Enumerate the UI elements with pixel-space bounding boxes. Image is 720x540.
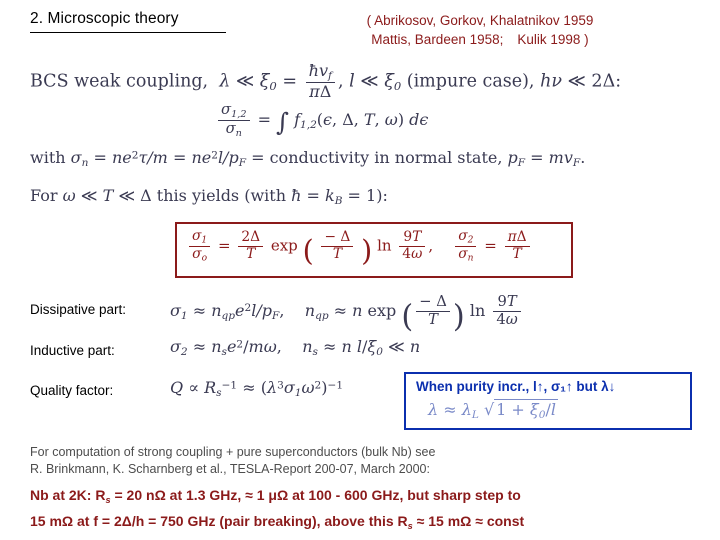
boxed-formula-content: $\frac{\sigma_1}{\sigma_o}$ = $\frac{2\Delta}{T}$ exp ( $\frac{- \Delta}{T}$ ) ln $\frac{9T}{4\omega}$ , $\frac{\sigma_2}{\sigma_n}$ = $\frac{\pi\Delta}{T}$ [186, 229, 533, 268]
footer-red-line-1-b: = 20 nΩ at 1.3 GHz, ≈ 1 μΩ at 100 - 600 GHz, but sharp step to [110, 487, 521, 503]
inductive-part-label: Inductive part: [30, 343, 115, 358]
footer-grey-line-2: R. Brinkmann, K. Scharnberg et al., TESLA-Report 200-07, March 2000: [30, 461, 430, 476]
reference-line-2a: Mattis, Bardeen 1958; [371, 32, 504, 47]
footer-red-line-1 [30, 485, 524, 511]
footer-red-line-2-sub: s [407, 520, 413, 531]
quality-factor-formula: $Q \propto R_s^{-1} \approx (\lambda^3\sigma_1\omega^2)^{-1}$ [170, 378, 344, 400]
purity-remark-formula: $\lambda \approx \lambda_L$ √ $1 + \xi_0/l$ [428, 400, 556, 422]
footer-red-line-1-a: Nb at 2K: R [30, 487, 106, 503]
reference-citation [310, 11, 650, 49]
limit-condition-line: For ω ≪ T ≪ Δ this yields (with ħ = $k_B = 1$): [30, 186, 388, 208]
purity-remark-box [404, 372, 692, 430]
reference-line-2b: Kulik 1998 ) [517, 32, 589, 47]
reference-line-2 [310, 30, 650, 49]
footer-red-line-2 [30, 511, 524, 537]
page-title: 2. Microscopic theory [30, 10, 179, 27]
dissipative-part-formula: $\sigma_1 \approx n_{qp}e^2l/p_F$, $n_{qp} \approx n$ exp ( $\frac{- \Delta}{T}$ ) ln $\frac{9T}{4\omega}$ [170, 294, 524, 337]
quality-factor-label: Quality factor: [30, 383, 114, 398]
footer-red-line-2-a: 15 mΩ at f = 2Δ/h = 750 GHz (pair breaking), above this R [30, 512, 408, 529]
footer-grey-line-1: For computation of strong coupling + pure superconductors (bulk Nb) see [30, 445, 436, 459]
integral-equation: $\frac{\sigma_{1,2}}{\sigma_n}$ = ∫ $f_{1,2}(\epsilon$, Δ, T, ω) dϵ [215, 102, 428, 139]
conductivity-definition-line: with $\sigma_n = ne^2\tau/m = ne^2l/p_F$ = conductivity in normal state, $p_F = mv_F$. [30, 148, 586, 170]
footer-reference-note [30, 444, 435, 477]
boxed-main-formula [175, 222, 573, 278]
reference-line-1: ( Abrikosov, Gorkov, Khalatnikov 1959 [366, 13, 594, 28]
dissipative-part-label: Dissipative part: [30, 302, 127, 317]
footer-red-line-2-b: ≈ 15 mΩ ≈ const [412, 512, 525, 529]
footer-highlight-note [30, 485, 524, 537]
inductive-part-formula: $\sigma_2 \approx n_se^2/m\omega$, $n_s \approx n$ $l/\xi_0$ ≪ n [170, 337, 421, 359]
title-underline [30, 32, 226, 33]
purity-remark-text: When purity incr., l↑, σ₁↑ but λ↓ [416, 379, 616, 394]
footer-red-line-1-sub: s [105, 494, 111, 505]
bcs-weak-coupling-line: BCS weak coupling, λ ≪ $\xi_0$ = $\frac{ħv_f}{\pi\Delta}$ , l ≪ $\xi_0$ (impure case), hν ≪ 2Δ: [30, 61, 622, 102]
